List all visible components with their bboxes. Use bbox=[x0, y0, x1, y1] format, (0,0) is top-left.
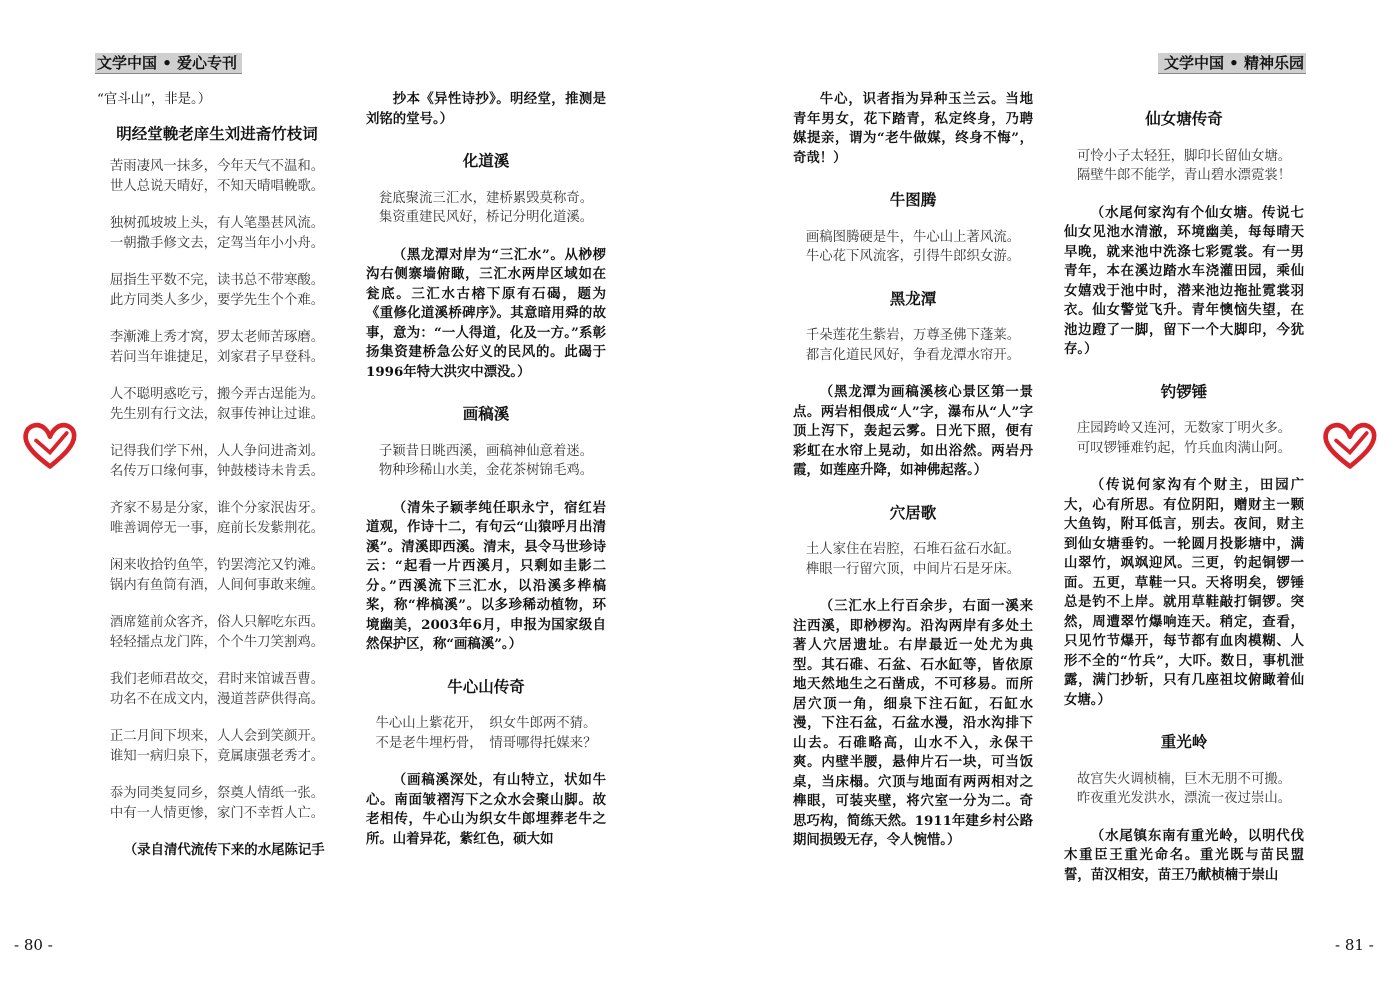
section-verse bbox=[366, 714, 606, 753]
section-title: 化道溪 bbox=[462, 151, 510, 170]
verse-line: 先生别有行文法，叙事传神让过谁。 bbox=[109, 406, 325, 422]
stanza bbox=[97, 556, 337, 595]
stanza bbox=[97, 613, 337, 652]
verse-line: 土人家住在岩腔，石堆石盆石水缸。 bbox=[805, 542, 1021, 557]
stanza bbox=[97, 385, 337, 424]
verse-line: 李漸滩上秀才窝，罗太老师苦琢磨。 bbox=[109, 330, 325, 345]
verse-line: 记得我们学下州，人人争问进斋刘。 bbox=[109, 444, 325, 459]
section-note: （画稿溪深处，有山特立，状如牛心。南面皱褶泻下之众水会聚山脚。故老相传，牛心山为织女牛郎埋葬老牛之所。山着异花，紫红色，硕大如 bbox=[366, 772, 606, 847]
section-title: 画稿溪 bbox=[462, 404, 510, 423]
section-title: 仙女塘传奇 bbox=[1145, 109, 1223, 128]
section-title: 钓锣锤 bbox=[1160, 381, 1208, 401]
heart-icon bbox=[1322, 420, 1378, 472]
col3-opening: 牛心，识者指为异种玉兰云。当地青年男女，花下踏青，私定终身，乃聘媒提亲，谓为“老牛做媒，终身不悔”，奇哉！） bbox=[793, 91, 1033, 166]
verse-line: 屈指生平数不完，读书总不带寒酸。 bbox=[109, 273, 325, 288]
verse-line: 忝为同类复同乡，祭奠人情纸一张。 bbox=[109, 786, 325, 801]
verse-line: 独树孤坡坡上头，有人笔墨甚风流。 bbox=[109, 216, 325, 231]
verse-line: 一朝撒手修文去，定驾当年小小舟。 bbox=[109, 235, 325, 251]
verse-line: 千朵莲花生紫岩，万尊圣佛下蓬莱。 bbox=[805, 328, 1021, 343]
verse-line: 不是老牛埋朽骨， 情哥哪得托媒来？ bbox=[375, 735, 597, 751]
section-title: 重光岭 bbox=[1160, 732, 1208, 751]
section-title: 牛图腾 bbox=[889, 190, 937, 209]
section-verse bbox=[366, 442, 606, 481]
verse-line: 可叹锣锤难钓起，竹兵血肉满山阿。 bbox=[1076, 440, 1292, 456]
right-header-rule bbox=[1158, 73, 1306, 74]
left-page-number: - 80 - bbox=[14, 936, 53, 954]
column-1 bbox=[97, 90, 337, 861]
verse-line: 功名不在成文内，漫道菩萨供得高。 bbox=[109, 691, 325, 707]
left-header-rule bbox=[95, 73, 242, 74]
section-title: 牛心山传奇 bbox=[447, 676, 525, 696]
verse-line: 隔壁牛郎不能学，青山碧水漂霓裳！ bbox=[1076, 168, 1292, 183]
verse-line: 唯善调停无一事，庭前长发紫荆花。 bbox=[109, 520, 325, 536]
stanza bbox=[97, 670, 337, 709]
heart-icon bbox=[22, 420, 78, 472]
stanza bbox=[97, 727, 337, 766]
stanza bbox=[97, 271, 337, 310]
section-title: 穴居歌 bbox=[889, 502, 937, 522]
stanza bbox=[97, 499, 337, 538]
right-page-number: - 81 - bbox=[1335, 936, 1374, 954]
section-verse bbox=[793, 540, 1033, 579]
verse-line: 牛心花下风流客，引得牛郎织女游。 bbox=[805, 249, 1021, 264]
section-note: （黑龙潭为画稿溪核心景区第一景点。两岩相偎成“人”字，瀑布从“人”字顶上泻下，轰起云雾。日光下照，便有彩虹在水帘上晃动，如出浴然。两岩丹霞，如莲座升降，如神佛起落。） bbox=[793, 384, 1033, 478]
verse-line: 都言化道民风好，争看龙潭水帘开。 bbox=[805, 347, 1021, 363]
left-page-header: 文学中国 • 爱心专刊 bbox=[95, 53, 242, 73]
verse-line: 中有一人情更惨，家门不幸哲人亡。 bbox=[109, 805, 325, 821]
verse-line: 此方同类人多少，要学先生个个难。 bbox=[109, 292, 325, 308]
section-title: 黑龙潭 bbox=[889, 288, 937, 308]
right-page-header: 文学中国 • 精神乐园 bbox=[1158, 53, 1306, 73]
section-note: （水尾镇东南有重光岭，以明代伐木重臣王重光命名。重光既与苗民盟誓，苗汉相安，苗王乃献桢楠于崇山 bbox=[1064, 827, 1304, 883]
section-verse bbox=[793, 326, 1033, 365]
verse-line: 人不聪明惑吃亏，搬今弄古逞能为。 bbox=[109, 387, 325, 402]
stanza bbox=[97, 214, 337, 253]
column-3 bbox=[793, 90, 1033, 851]
section-verse bbox=[1064, 419, 1304, 458]
verse-line: 闲来收拾钓鱼竿，钓罢湾沱又钓滩。 bbox=[109, 558, 325, 573]
poem-stanzas bbox=[97, 157, 337, 823]
section-note: （黑龙潭对岸为“三汇水”。从桫椤沟右侧寨墙俯瞰，三汇水两岸区域如在瓮底。三汇水古榕下原有石碣，题为《重修化道溪桥碑序》。其意暗用舜的故事，意为：“一人得道，化及一方。”系彰扬集资建桥急公好义的民风的。此碣于1996年特大洪灾中漂没。） bbox=[366, 246, 606, 380]
poem-title: 明经堂輓老庠生刘进斋竹枝词 bbox=[116, 123, 318, 143]
section-note: （水尾何家沟有个仙女塘。传说七仙女见池水清澈，环境幽美，每每晴天早晚，就来池中洗涤七彩霓裳。有一男青年，本在溪边踏水车浇灌田园，乘仙女嬉戏于池中时，潜来池边拖扯霓裳羽衣。仙女警觉飞升。青年懊恼失望，在池边蹬了一脚，留下一个大脚印，今犹存。） bbox=[1064, 204, 1304, 357]
col1-closing: （录自清代流传下来的水尾陈记手 bbox=[123, 842, 325, 858]
verse-line: 瓮底聚流三汇水，建桥累毁莫称奇。 bbox=[378, 190, 594, 206]
col1-opening: “官斗山”，非是。） bbox=[97, 92, 212, 107]
stanza bbox=[97, 442, 337, 481]
verse-line: 庄园跨岭又连河，无数家丁明火多。 bbox=[1076, 421, 1292, 436]
section-verse bbox=[793, 228, 1033, 267]
section-note: （传说何家沟有个财主，田园广大，心有所思。有位阴阳，赠财主一颗大鱼钩，附耳低言，别去。夜间，财主到仙女塘垂钓。一轮圆月投影塘中，满山翠竹，飒飒迎风。三更，钓起铜锣一面。五更，草鞋一只。天将明矣，锣锤总是钓不上岸。就用草鞋敲打铜锣。突然，周遭翠竹爆响连天。稍定，查看，只见竹节爆开，每节都有血肉模糊、人形不全的“竹兵”，大吓。数日，事机泄露，满门抄斩，只有几座祖坟俯瞰着仙女塘。） bbox=[1064, 477, 1304, 708]
verse-line: 集资重建民风好，桥记分明化道溪。 bbox=[378, 210, 594, 225]
verse-line: 我们老师君故交，君时来馆诚吾曹。 bbox=[109, 672, 325, 687]
verse-line: 谁知一病归泉下，竟属康强老秀才。 bbox=[109, 748, 325, 764]
verse-line: 轻轻擂点龙门阵，个个牛刀笑割鸡。 bbox=[109, 634, 325, 650]
column-4 bbox=[1064, 95, 1304, 885]
section-note: （三汇水上行百余步，右面一溪来注西溪，即桫椤沟。沿沟两岸有多处土著人穴居遗址。右岸最近一处尤为典型。其石碓、石盆、石水缸等，皆依原地天然地生之石凿成，不可移易。而所居穴顶一角，细泉下注石缸，石缸水漫，下注石盆，石盆水漫，沿水沟排下山去。石碓略高，山水不入，永保干爽。内壁半腰，悬伸片石一块，可当饭桌，当床榻。穴顶与地面有两两相对之榫眼，可装夹壁，将穴室一分为二。奇思巧构，简练天然。1911年建乡村公路期间损毁无存，令人惋惜。） bbox=[793, 598, 1033, 848]
column-2 bbox=[366, 90, 606, 849]
verse-line: 故宫失火调桢楠，巨木无朋不可搬。 bbox=[1076, 771, 1292, 787]
verse-line: 世人总说天晴好，不知天晴唱輓歌。 bbox=[109, 178, 325, 194]
verse-line: 昨夜重光发洪水，漂流一夜过崇山。 bbox=[1076, 791, 1292, 806]
verse-line: 名传万口缘何事，钟鼓楼诗未肯丢。 bbox=[109, 463, 325, 479]
verse-line: 牛心山上紫花开， 织女牛郎两不猜。 bbox=[375, 716, 597, 731]
col2-opening: 抄本《异性诗抄》。明经堂，推测是刘铭的堂号。） bbox=[366, 91, 606, 127]
verse-line: 锅内有鱼筒有酒，人间何事敢来缠。 bbox=[109, 577, 325, 593]
section-verse bbox=[1064, 770, 1304, 809]
stanza bbox=[97, 328, 337, 367]
stanza bbox=[97, 784, 337, 823]
verse-line: 酒席筵前众客齐，俗人只解吃东西。 bbox=[109, 615, 325, 630]
verse-line: 齐家不易是分家，谁个分家泯齿牙。 bbox=[109, 501, 325, 516]
verse-line: 物种珍稀山水美，金花茶树锦毛鸡。 bbox=[378, 463, 594, 478]
stanza bbox=[97, 157, 337, 196]
section-note: （清朱子颖孝纯任职永宁，宿红岩道观，作诗十二，有句云“山猿呼月出清溪”。清溪即西溪。清末，县令马世珍诗云：“起看一片西溪月，只剩如圭影二分。”西溪流下三汇水，以沿溪多桦槁桨，称“桦槁溪”。以多珍稀动植物，环境幽美，2003年6月，申报为国家级自然保护区，称“画稿溪”。） bbox=[366, 499, 606, 652]
verse-line: 子颖昔日眺西溪，画稿神仙意着迷。 bbox=[378, 443, 594, 459]
verse-line: 正二月间下坝来，人人会到笑颜开。 bbox=[109, 729, 325, 744]
section-verse bbox=[366, 189, 606, 228]
verse-line: 榫眼一行留穴顶，中间片石是牙床。 bbox=[805, 561, 1021, 577]
verse-line: 画稿图腾硬是牛，牛心山上著风流。 bbox=[805, 229, 1021, 245]
section-verse bbox=[1064, 147, 1304, 186]
verse-line: 苦雨凄风一抹多，今年天气不温和。 bbox=[109, 159, 325, 174]
verse-line: 可怜小子太轻狂，脚印长留仙女塘。 bbox=[1076, 148, 1292, 164]
verse-line: 若问当年谁捷足，刘家君子早登科。 bbox=[109, 349, 325, 365]
